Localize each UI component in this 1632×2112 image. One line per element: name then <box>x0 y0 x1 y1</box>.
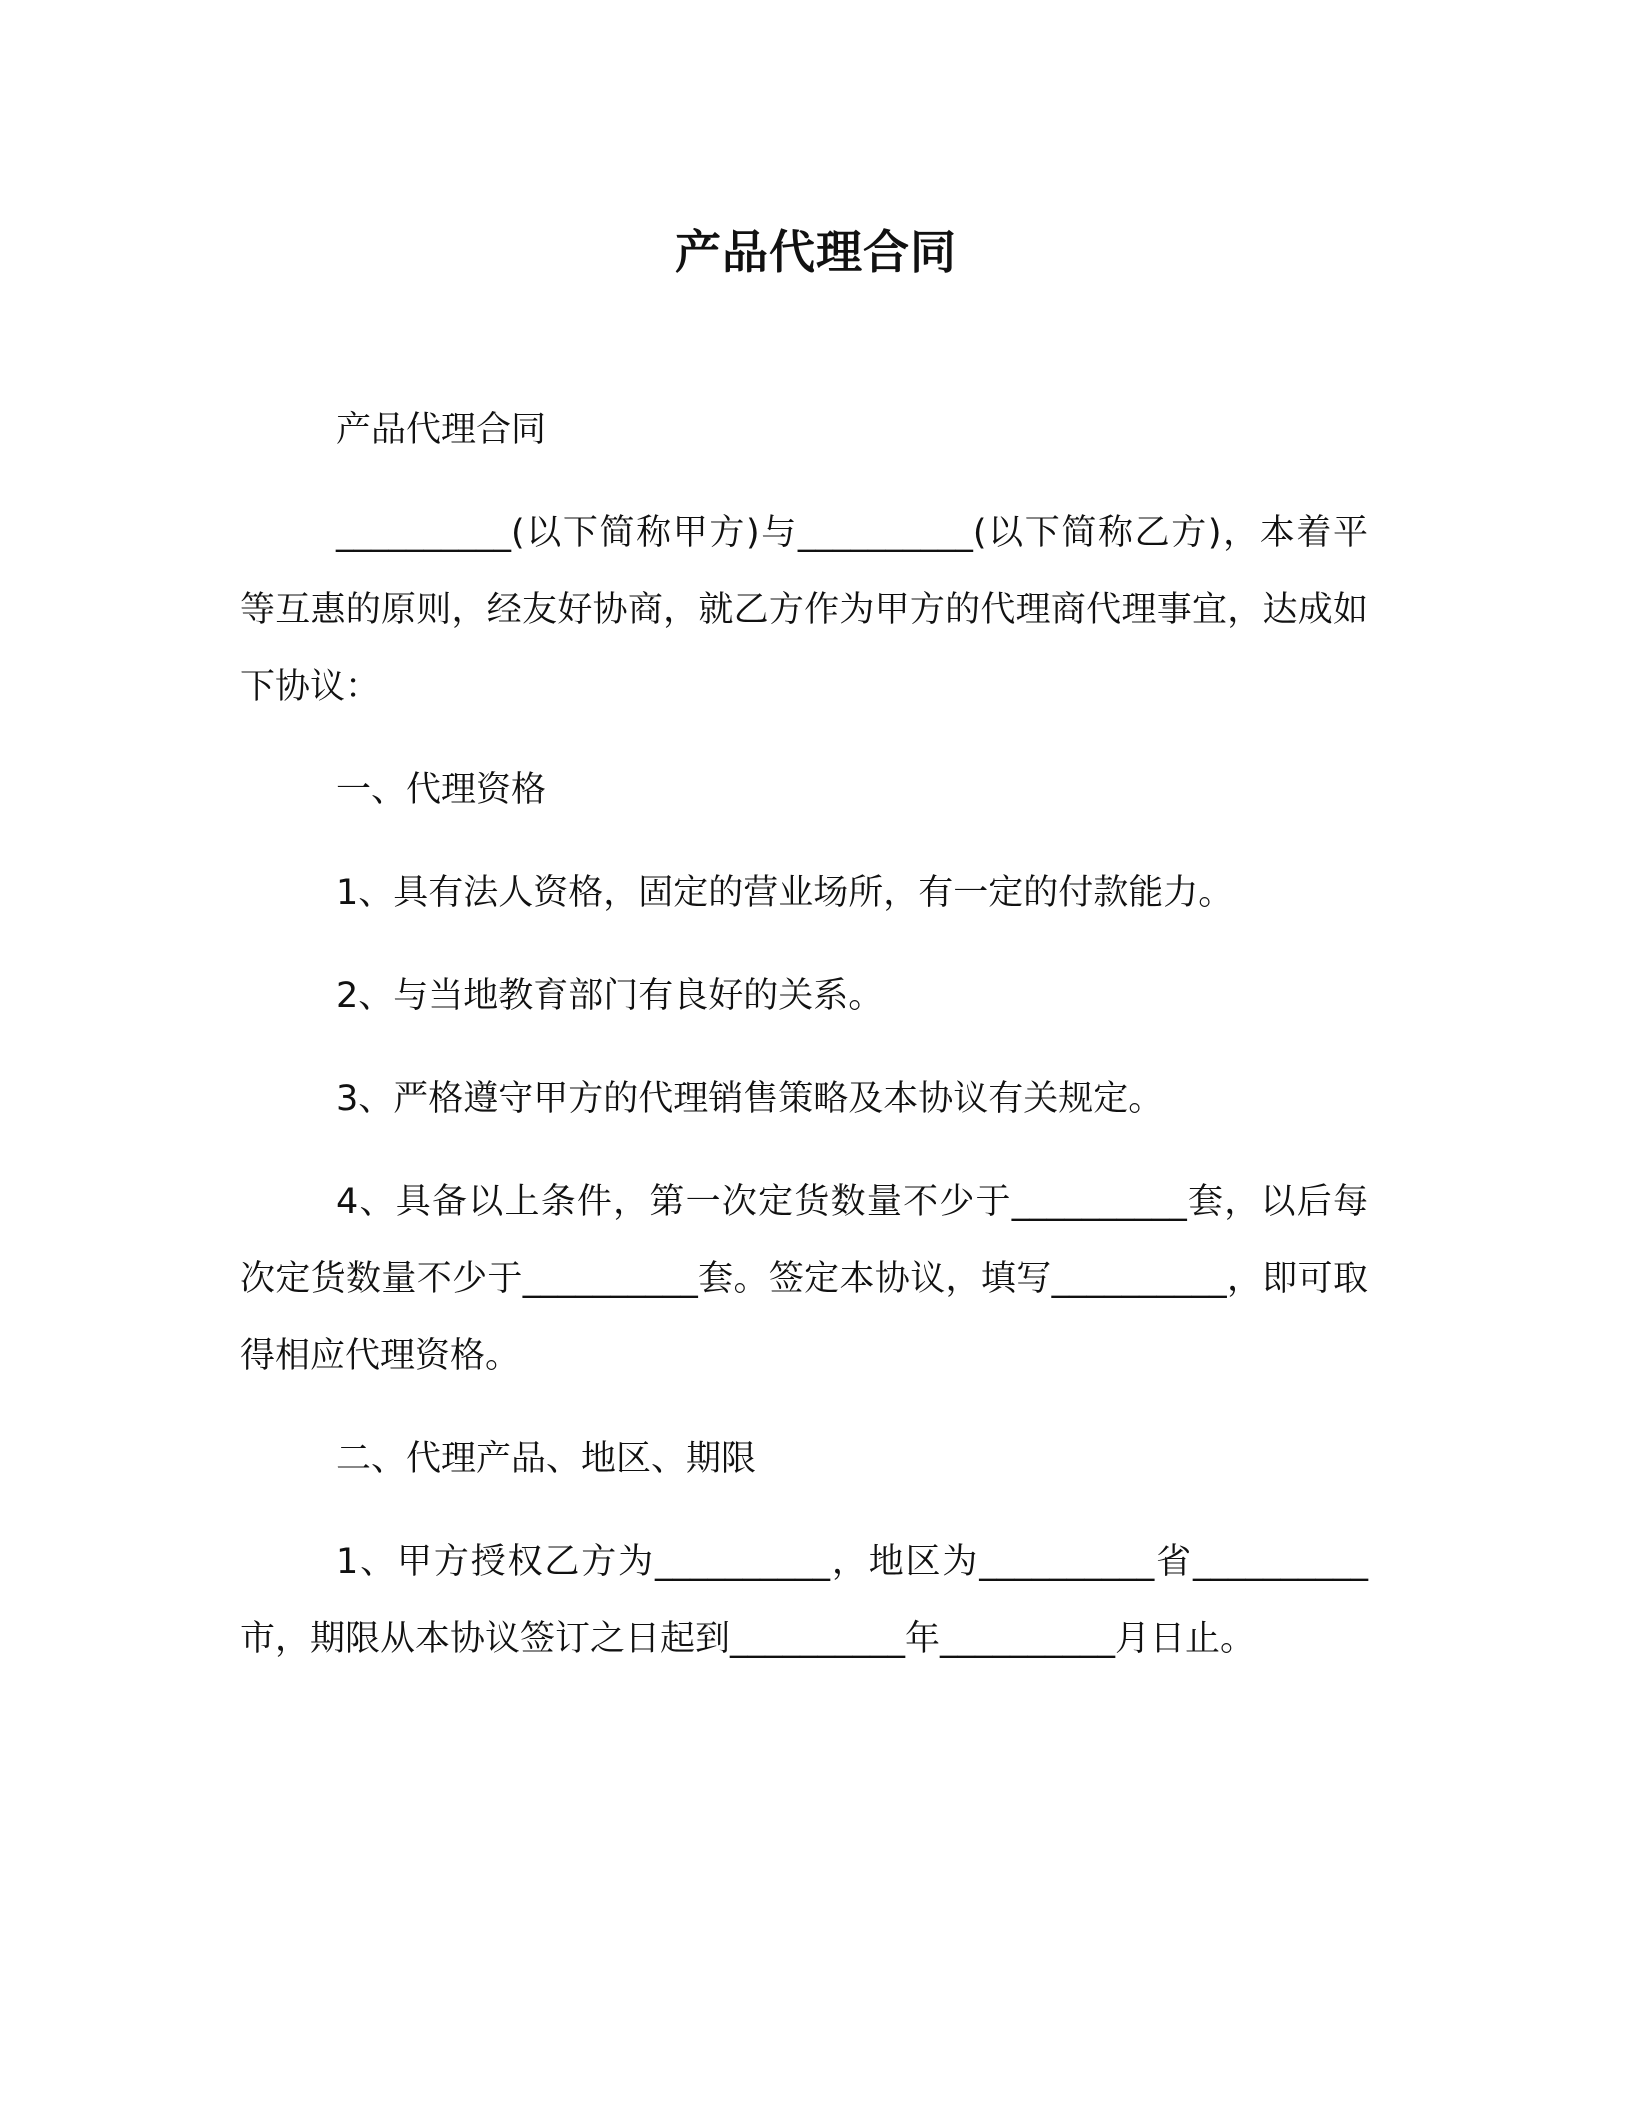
subtitle-paragraph: 产品代理合同 <box>336 410 547 450</box>
clause-2-1: 1、甲方授权乙方为__________，地区为__________省__________市，期限从本协议签订之日起到__________年__________月日止。 <box>240 1542 1368 1659</box>
section-heading-products-region-term: 二、代理产品、地区、期限 <box>336 1439 757 1479</box>
section-heading-qualification: 一、代理资格 <box>336 770 547 810</box>
clause-1-3: 3、严格遵守甲方的代理销售策略及本协议有关规定。 <box>336 1079 1164 1119</box>
document-body <box>240 392 1368 1704</box>
clause-1-2: 2、与当地教育部门有良好的关系。 <box>336 976 884 1016</box>
document-title: 产品代理合同 <box>675 225 957 279</box>
clause-1-4: 4、具备以上条件，第一次定货数量不少于__________套，以后每次定货数量不少于__________套。签定本协议，填写__________，即可取得相应代理资格。 <box>240 1182 1368 1376</box>
intro-paragraph: __________(以下简称甲方)与__________(以下简称乙方)，本着平等互惠的原则，经友好协商，就乙方作为甲方的代理商代理事宜，达成如下协议： <box>240 513 1368 707</box>
clause-1-1: 1、具有法人资格，固定的营业场所，有一定的付款能力。 <box>336 873 1234 913</box>
